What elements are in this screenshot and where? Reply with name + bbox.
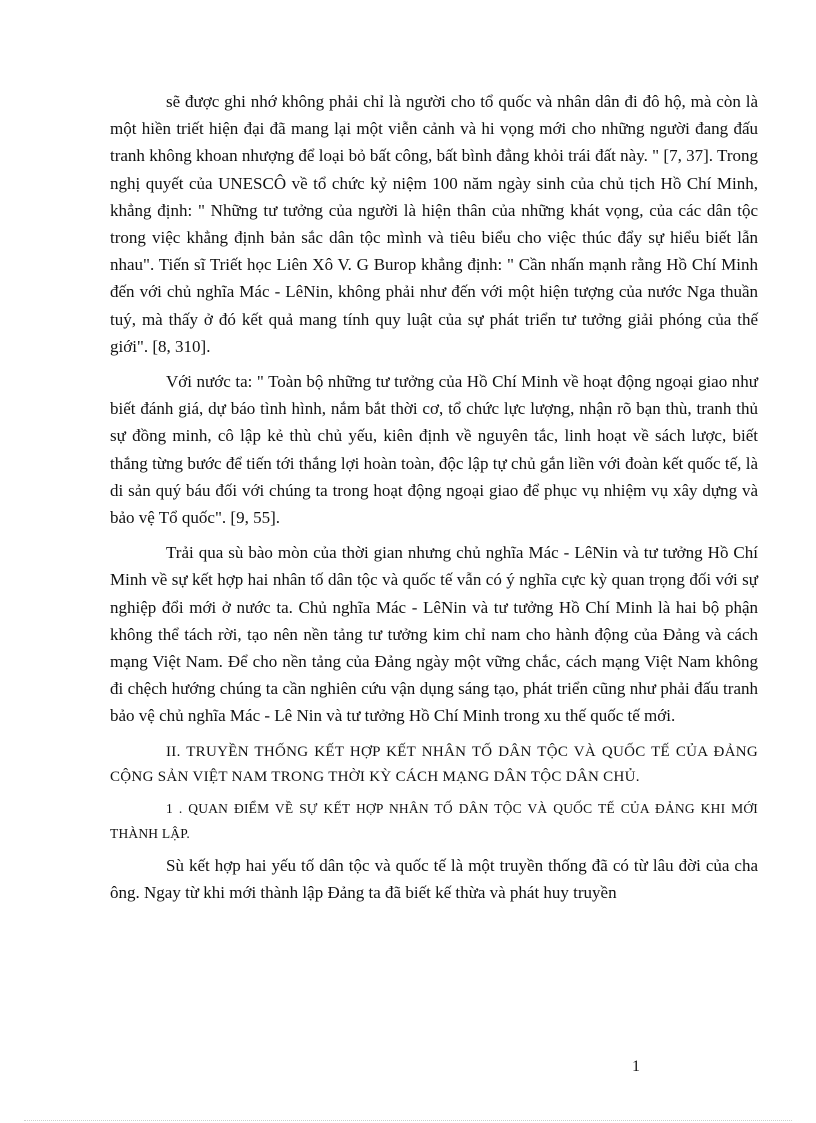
page-number: 1 bbox=[632, 1058, 640, 1075]
body-paragraph-1: sẽ được ghi nhớ không phải chỉ là người cho tổ quốc và nhân dân đi đô hộ, mà còn là một hiền triết hiện đại đã mang lại một viễn cảnh và hi vọng mới cho những người đang đấu tranh không khoan nhượng để loại bỏ bất công, bất bình đẳng khỏi trái đất này. " [7, 37]. Trong nghị quyết của UNESCÔ về tổ chức kỷ niệm 100 năm ngày sinh của chủ tịch Hồ Chí Minh, khẳng định: " Những tư tưởng của người là hiện thân của những khát vọng, của các dân tộc trong việc khẳng định bản sắc dân tộc mình và tiêu biểu cho việc thúc đẩy sự hiểu biết lẫn nhau". Tiến sĩ Triết học Liên Xô V. G Burop khẳng định: " Cần nhấn mạnh rằng Hồ Chí Minh đến với chủ nghĩa Mác - LêNin, không phải như đến với một hiện tượng của nước Nga thuần tuý, mà thấy ở đó kết quả mang tính quy luật của sự phát triển tư tưởng giải phóng của thế giới". [8, 310]. bbox=[110, 92, 758, 356]
subsection-heading: 1 . QUAN ĐIỂM VỀ SỰ KẾT HỢP NHÂN TỐ DÂN TỘC VÀ QUỐC TẾ CỦA ĐẢNG KHI MỚI THÀNH LẬP. bbox=[110, 800, 758, 841]
body-paragraph-3: Trải qua sù bào mòn của thời gian nhưng chủ nghĩa Mác - LêNin và tư tưởng Hồ Chí Minh về sự kết hợp hai nhân tố dân tộc và quốc tế vẫn có ý nghĩa cực kỳ quan trọng đối với sự nghiệp đổi mới ở nước ta. Chủ nghĩa Mác - LêNin và tư tưởng Hồ Chí Minh là hai bộ phận không thể tách rời, tạo nên nền tảng tư tưởng kim chỉ nam cho hành động của Đảng và cách mạng Việt Nam. Để cho nền tảng của Đảng ngày một vững chắc, cách mạng Việt Nam không đi chệch hướng chúng ta cần nghiên cứu vận dụng sáng tạo, phát triển cũng như phải đấu tranh bảo vệ chủ nghĩa Mác - Lê Nin và tư tưởng Hồ Chí Minh trong xu thế quốc tế mới. bbox=[110, 543, 758, 726]
page-body bbox=[110, 88, 758, 914]
body-paragraph-4: Sù kết hợp hai yếu tố dân tộc và quốc tế là một truyền thống đã có từ lâu đời của cha ông. Ngay từ khi mới thành lập Đảng ta đã biết kế thừa và phát huy truyền bbox=[110, 855, 758, 902]
body-paragraph-2: Với nước ta: " Toàn bộ những tư tưởng của Hồ Chí Minh về hoạt động ngoại giao như biết đánh giá, dự báo tình hình, nắm bắt thời cơ, tổ chức lực lượng, nhận rõ bạn thù, tranh thủ sự đồng minh, cô lập kẻ thù chủ yếu, kiên định về nguyên tắc, linh hoạt về sách lược, biết thắng từng bước để tiến tới thắng lợi hoàn toàn, độc lập tự chủ gắn liền với đoàn kết quốc tế, là di sản quý báu đối với chúng ta trong hoạt động ngoại giao để phục vụ nhiệm vụ xây dựng và bảo vệ Tổ quốc". [9, 55]. bbox=[110, 372, 758, 528]
page-bottom-edge bbox=[24, 1120, 792, 1121]
section-heading: II. TRUYỀN THỐNG KẾT HỢP KẾT NHÂN TỐ DÂN TỘC VÀ QUỐC TẾ CỦA ĐẢNG CỘNG SẢN VIỆT NAM TRONG THỜI KỲ CÁCH MẠNG DÂN TỘC DÂN CHỦ. bbox=[110, 743, 758, 785]
